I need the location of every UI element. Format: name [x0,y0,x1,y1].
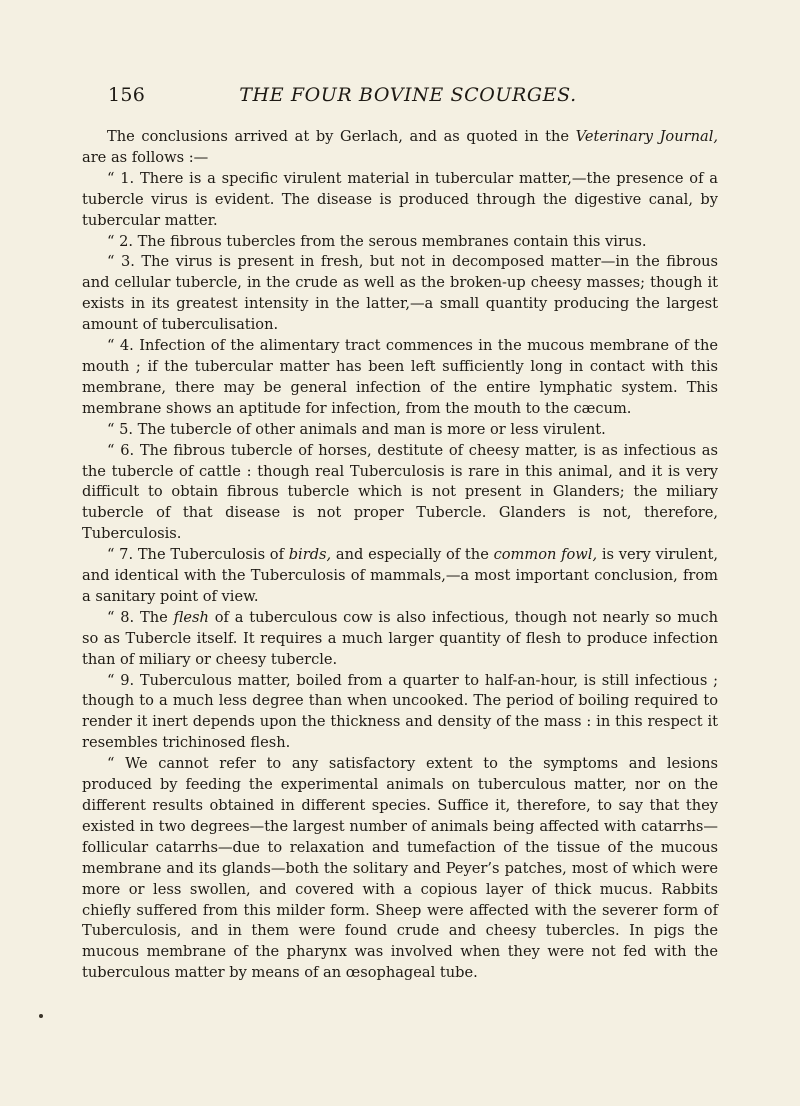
italic-text: flesh [173,608,209,626]
text-run: “ 7. The Tuberculosis of [107,546,289,564]
running-head [108,84,708,110]
text-run: “ 4. Infection of the alimentary tract commences in the mucous membrane of the mouth ; if the tubercular matter has been left sufficiently long in contact with this membrane, there may be general infection of the entire lymphatic system. This membrane shows an aptitude for infection, from the mouth to the cæcum. [82,337,718,417]
text-run: and especially of the [331,546,494,564]
text-run: The conclusions arrived at by Gerlach, and as quoted in the [107,128,576,145]
paragraph [82,336,718,420]
body-text [82,127,718,984]
text-run: “ 2. The fibrous tubercles from the serous membranes contain this virus. [107,232,647,250]
paragraph [82,420,718,441]
text-run: of a tuberculous cow is also infectious, though not nearly so much so as Tubercle itself. It requires a much larger quantity of flesh to produce infection than of miliary or cheesy tubercle. [82,608,718,668]
paragraph [82,545,718,608]
paragraph [82,754,718,984]
text-run: “ 5. The tubercle of other animals and man is more or less virulent. [107,420,606,438]
italic-text: Veterinary Journal, [575,128,719,145]
text-run: is very virulent, and identical with the Tuberculosis of mammals,—a most important conclusion, from a sanitary point of view. [82,546,719,605]
paragraph [82,169,718,232]
running-title: THE FOUR BOVINE SCOURGES. [239,84,577,106]
text-run: “ 1. There is a specific virulent material in tubercular matter,—the presence of a tubercle virus is evident. The disease is produced through the digestive canal, by tubercular matter. [82,169,718,229]
paragraph [82,127,718,169]
paragraph [82,252,718,336]
text-run: “ 9. Tuberculous matter, boiled from a quarter to half-an-hour, is still infectious ; though to a much less degree than when uncooked. The period of boiling required to render it inert depends upon the thickness and density of the mass : in this respect it resembles trichinosed flesh. [82,671,718,752]
italic-text: common fowl, [493,546,598,564]
margin-mark [39,1014,43,1018]
text-run: “ 8. The [107,608,174,626]
text-run: “ We cannot refer to any satisfactory extent to the symptoms and lesions produced by feeding the experimental animals on tuberculous matter, nor on the different results obtained in different species. Suffice it, therefore, to say that they existed in two degrees—the largest number of animals being affected with catarrhs—follicular catarrhs—due to relaxation and tumefaction of the tissue of the mucous membrane and its glands—both the solitary and Peyer’s patches, most of which were more or less swollen, and covered with a copious layer of thick mucus. Rabbits chiefly suffered from this milder form. Sheep were affected with the severer form of Tuberculosis, and in them were found crude and cheesy tubercles. In pigs the mucous membrane of the pharynx was involved when they were not fed with the tuberculous matter by means of an œsophageal tube. [82,755,718,982]
text-run: “ 6. The fibrous tubercle of horses, destitute of cheesy matter, is as infectious as the tubercle of cattle : though real Tuberculosis is rare in this animal, and it is very difficult to obtain fibrous tubercle which is not present in Glanders; the miliary tubercle of that disease is not proper Tubercle. Glanders is not, therefore, Tuberculosis. [82,441,718,543]
paragraph [82,441,718,546]
paragraph [82,232,718,253]
paragraph [82,671,718,755]
paragraph [82,608,718,671]
text-run: “ 3. The virus is present in fresh, but not in decomposed matter—in the fibrous and cellular tubercle, in the crude as well as the broken-up cheesy masses; though it exists in its greatest intensity in the latter,—a small quantity producing the largest amount of tuberculisation. [82,253,718,334]
page-number: 156 [108,84,146,106]
text-run: are as follows :— [82,148,209,166]
italic-text: birds, [288,546,332,564]
